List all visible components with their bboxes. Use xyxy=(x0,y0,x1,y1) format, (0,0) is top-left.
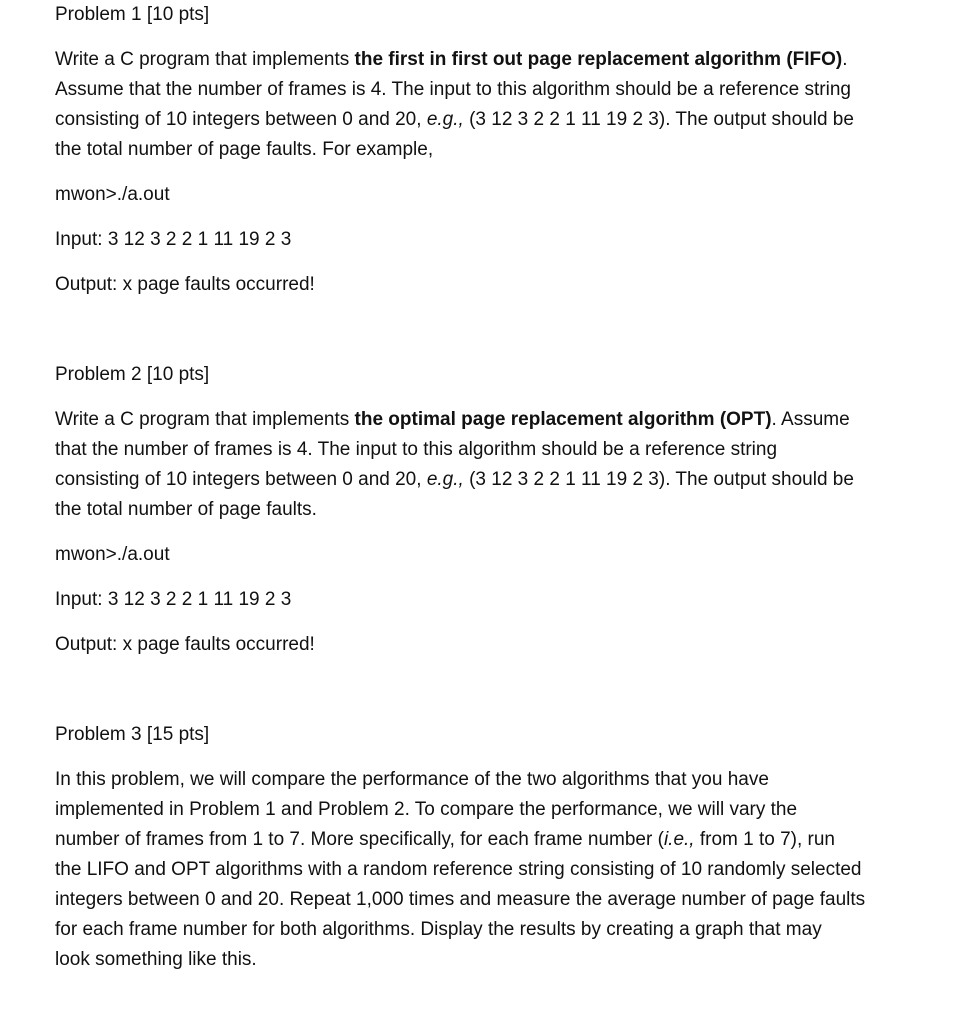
problem3-line-1: In this problem, we will compare the performance of the two algorithms that you have xyxy=(55,769,769,790)
problem2-line-3-c: (3 12 3 2 2 1 11 19 2 3). The output should be xyxy=(463,469,854,490)
problem1-heading: Problem 1 [10 pts] xyxy=(55,4,210,25)
problem1-line-1-c: . xyxy=(842,49,848,70)
problem3-line-6: for each frame number for both algorithms. Display the results by creating a graph that may xyxy=(55,919,822,940)
problem2-input: Input: 3 12 3 2 2 1 11 19 2 3 xyxy=(55,589,292,610)
problem1-line-3 xyxy=(55,106,854,134)
problem2-command: mwon>./a.out xyxy=(55,544,170,565)
problem2-output: Output: x page faults occurred! xyxy=(55,634,315,655)
problem1-algorithm-name: the first in first out page replacement algorithm (FIFO) xyxy=(354,49,843,70)
problem3-line-4: the LIFO and OPT algorithms with a random reference string consisting of 10 randomly selected xyxy=(55,859,862,880)
problem3-line-7: look something like this. xyxy=(55,949,257,970)
problem2-line-1-a: Write a C program that implements xyxy=(55,409,355,430)
problem3-line-3-c: from 1 to 7), run xyxy=(694,829,836,850)
problem3-line-5: integers between 0 and 20. Repeat 1,000 times and measure the average number of page faults xyxy=(55,889,866,910)
problem2-line-3-eg: e.g., xyxy=(426,469,464,490)
problem2-line-1 xyxy=(55,406,850,434)
problem1-line-2: Assume that the number of frames is 4. The input to this algorithm should be a reference string xyxy=(55,79,851,100)
problem3-line-2: implemented in Problem 1 and Problem 2. To compare the performance, we will vary the xyxy=(55,799,798,820)
problem1-line-3-a: consisting of 10 integers between 0 and 20, xyxy=(55,109,427,130)
problem1-output: Output: x page faults occurred! xyxy=(55,274,315,295)
problem2-line-3 xyxy=(55,466,854,494)
problem2-heading: Problem 2 [10 pts] xyxy=(55,364,210,385)
problem1-line-3-c: (3 12 3 2 2 1 11 19 2 3). The output should be xyxy=(463,109,854,130)
problem2-line-3-a: consisting of 10 integers between 0 and 20, xyxy=(55,469,427,490)
problem1-line-1 xyxy=(55,46,848,74)
problem2-line-1-c: . Assume xyxy=(771,409,850,430)
problem3-heading: Problem 3 [15 pts] xyxy=(55,724,210,745)
problem1-line-3-eg: e.g., xyxy=(426,109,464,130)
problem2-algorithm-name: the optimal page replacement algorithm (OPT) xyxy=(354,409,772,430)
problem1-input: Input: 3 12 3 2 2 1 11 19 2 3 xyxy=(55,229,292,250)
problem2-line-4: the total number of page faults. xyxy=(55,499,317,520)
problem3-line-3-ie: i.e., xyxy=(663,829,695,850)
problem2-line-2: that the number of frames is 4. The input to this algorithm should be a reference string xyxy=(55,439,778,460)
problem1-command: mwon>./a.out xyxy=(55,184,170,205)
problem3-line-3 xyxy=(55,826,835,854)
problem3-line-3-a: number of frames from 1 to 7. More specifically, for each frame number ( xyxy=(55,829,664,850)
problem1-line-4: the total number of page faults. For example, xyxy=(55,139,434,160)
problem1-line-1-a: Write a C program that implements xyxy=(55,49,355,70)
